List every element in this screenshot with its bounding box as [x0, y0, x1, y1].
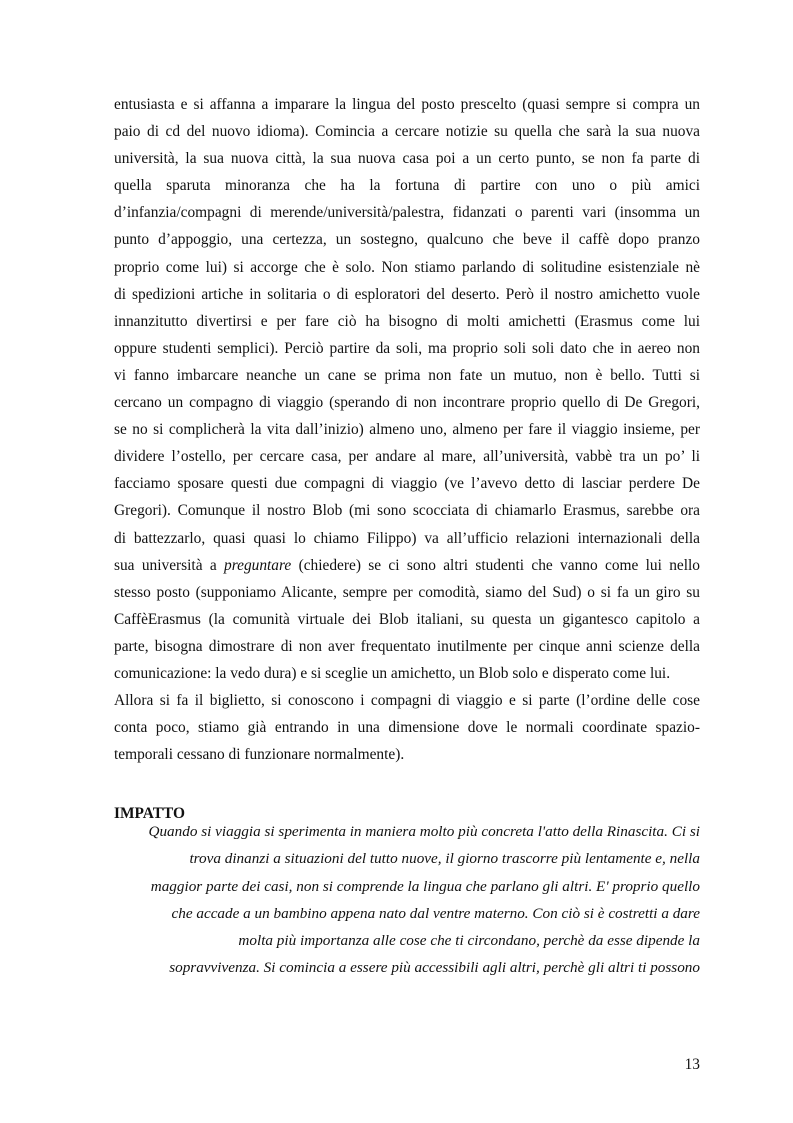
- section-heading: IMPATTO: [114, 805, 185, 822]
- quote-line: trova dinanzi a situazioni del tutto nuove, il giorno trascorre più lentamente e, nella: [189, 850, 700, 868]
- paragraph-line: Gregori). Comunque il nostro Blob (mi sono scocciata di chiamarlo Erasmus, sarebbe ora: [114, 502, 700, 520]
- paragraph-line: stesso posto (supponiamo Alicante, sempre per comodità, siamo del Sud) o si fa un giro su: [114, 583, 700, 601]
- paragraph-line: vi fanno imbarcare neanche un cane se prima non fate un mutuo, non è bello. Tutti si: [114, 366, 700, 384]
- paragraph-line: Allora si fa il biglietto, si conoscono i compagni di viaggio e si parte (l’ordine delle cose: [114, 692, 700, 710]
- paragraph-line: di battezzarlo, quasi quasi lo chiamo Filippo) va all’ufficio relazioni internazionali della: [114, 529, 700, 547]
- paragraph-line: paio di cd del nuovo idioma). Comincia a cercare notizie su quella che sarà la sua nuova: [114, 123, 700, 141]
- body-paragraph: [114, 91, 700, 768]
- paragraph-line: di spedizioni artiche in solitaria o di esploratori del deserto. Però il nostro amichetto vuole: [114, 285, 700, 303]
- paragraph-line: se no si complicherà la vita dall’inizio) almeno uno, almeno per fare il viaggio insieme, per: [114, 421, 700, 439]
- paragraph-line: d’infanzia/compagni di merende/università/palestra, fidanzati o parenti vari (insomma un: [114, 204, 700, 222]
- line-text-before: sua università a: [114, 556, 224, 574]
- paragraph-line: facciamo sposare questi due compagni di viaggio (ve l’avevo detto di lasciar perdere De: [114, 475, 700, 493]
- italic-quote: [114, 818, 700, 982]
- quote-line: sopravvivenza. Si comincia a essere più accessibili agli altri, perchè gli altri ti possono: [169, 959, 700, 977]
- paragraph-line: oppure studenti semplici). Perciò partire da soli, ma proprio soli soli dato che in aereo non: [114, 339, 700, 357]
- paragraph-line: conta poco, stiamo già entrando in una dimensione dove le normali coordinate spazio-: [114, 719, 700, 737]
- paragraph-line: comunicazione: la vedo dura) e si sceglie un amichetto, un Blob solo e disperato come lui.: [114, 664, 671, 682]
- line-text-after: (chiedere) se ci sono altri studenti che vanno come lui nello: [291, 556, 700, 574]
- page-number: 13: [684, 1056, 700, 1073]
- italic-word: preguntare: [224, 556, 292, 574]
- quote-line: molta più importanza alle cose che ti circondano, perchè da esse dipende la: [238, 932, 700, 950]
- paragraph-line: CaffèErasmus (la comunità virtuale dei Blob italiani, su questa un gigantesco capitolo a: [114, 610, 700, 628]
- quote-line: maggior parte dei casi, non si comprende la lingua che parlano gli altri. E' proprio quello: [150, 877, 700, 895]
- paragraph-line: innanzitutto divertirsi e per fare ciò ha bisogno di molti amichetti (Erasmus come lui: [114, 312, 700, 330]
- quote-line: Quando si viaggia si sperimenta in maniera molto più concreta l'atto della Rinascita. Ci si: [148, 823, 700, 840]
- quote-line: che accade a un bambino appena nato dal ventre materno. Con ciò si è costretti a dare: [171, 904, 700, 922]
- paragraph-line: quella sparuta minoranza che ha la fortuna di partire con uno o più amici: [114, 177, 700, 195]
- paragraph-line: dividere l’ostello, per cercare casa, per andare al mare, all’università, vabbè tra un po’ li: [114, 448, 700, 466]
- paragraph-line: cercano un compagno di viaggio (sperando di non incontrare proprio quello di De Gregori,: [114, 394, 700, 412]
- paragraph-line: entusiasta e si affanna a imparare la lingua del posto prescelto (quasi sempre si compra un: [114, 96, 700, 113]
- paragraph-line: università, la sua nuova città, la sua nuova casa poi a un certo punto, se non fa parte di: [114, 150, 700, 168]
- paragraph-line: proprio come lui) si accorge che è solo. Non stiamo parlando di solitudine esistenziale nè: [114, 258, 700, 276]
- paragraph-line: parte, bisogna dimostrare di non aver frequentato inutilmente per cinque anni scienze della: [114, 637, 700, 655]
- paragraph-line: temporali cessano di funzionare normalmente).: [114, 746, 405, 764]
- paragraph-line-with-italic: [114, 552, 700, 579]
- paragraph-line: punto d’appoggio, una certezza, un sostegno, qualcuno che beve il caffè dopo pranzo: [114, 231, 700, 249]
